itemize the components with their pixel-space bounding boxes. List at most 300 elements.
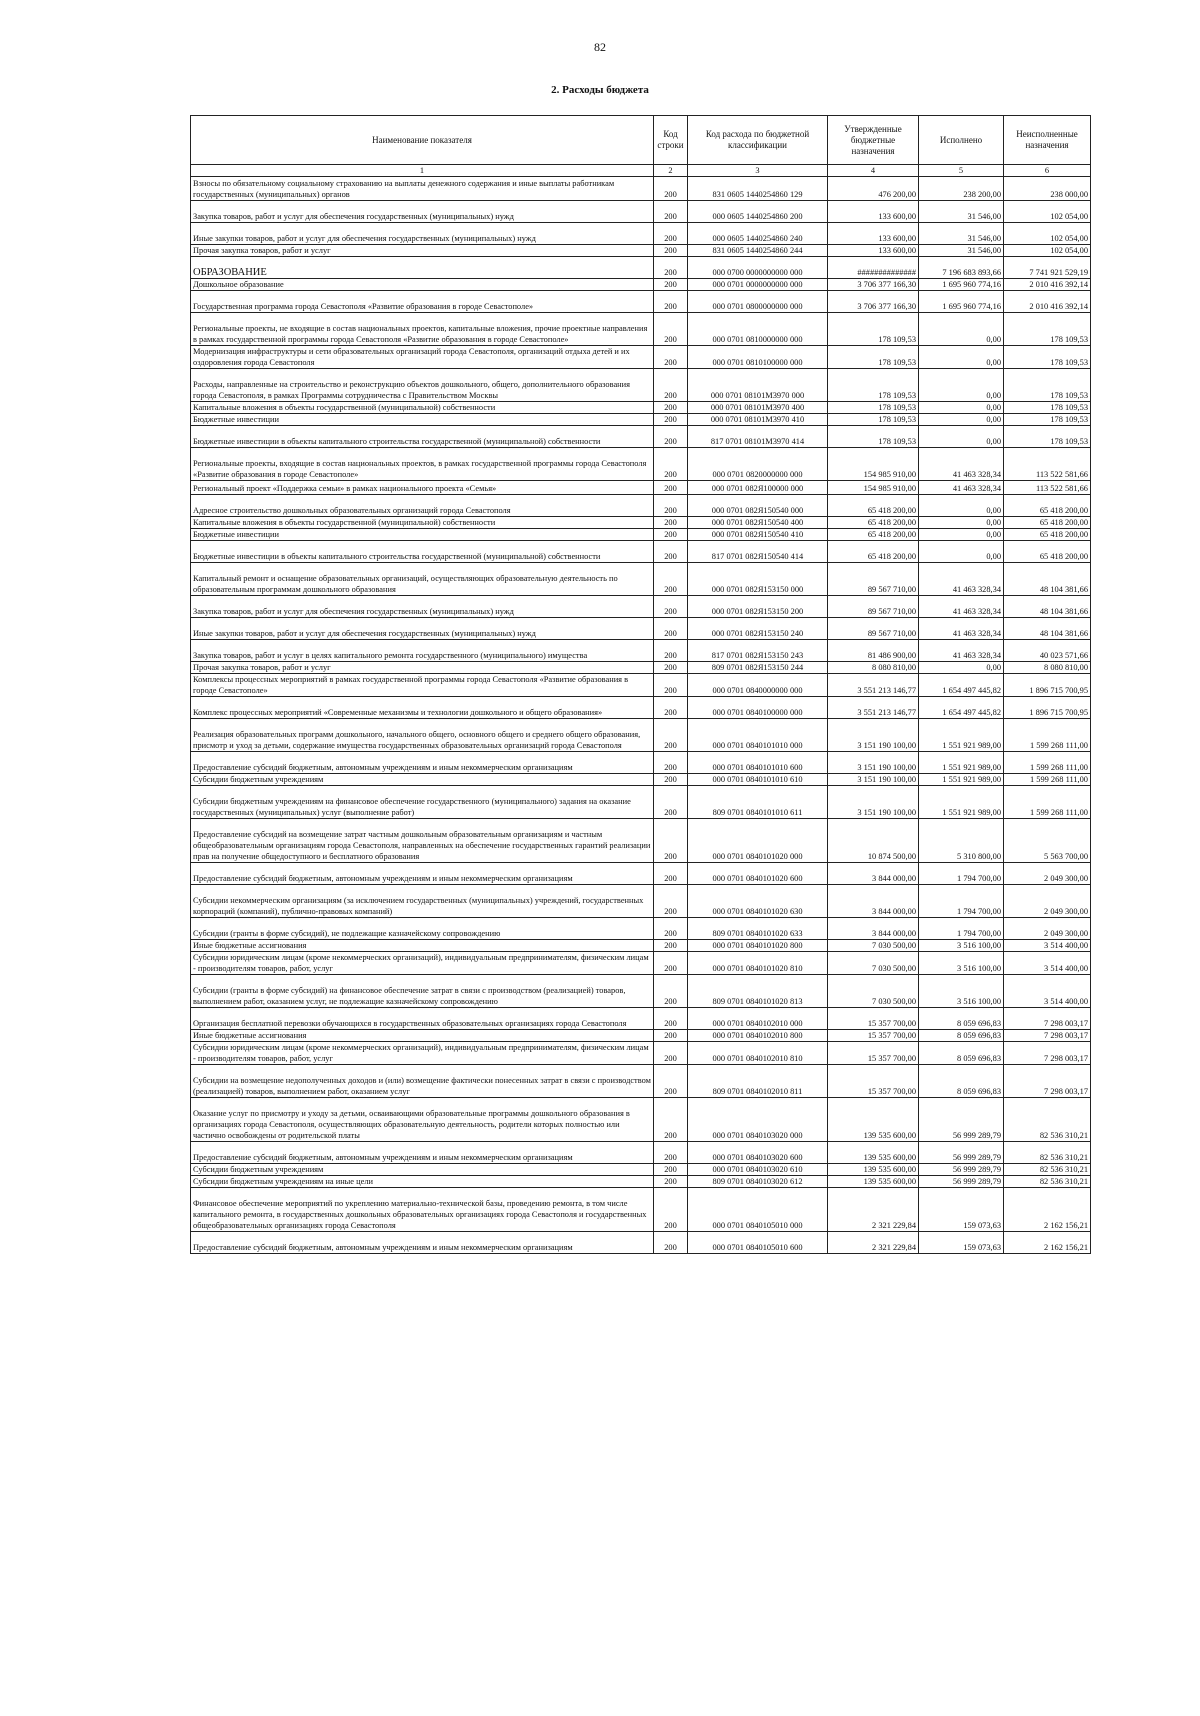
cell-unexecuted: 82 536 310,21 — [1004, 1164, 1091, 1176]
cell-approved: 89 567 710,00 — [828, 563, 919, 596]
table-row — [191, 975, 1091, 1008]
cell-unexecuted: 48 104 381,66 — [1004, 596, 1091, 618]
cell-unexecuted: 7 298 003,17 — [1004, 1065, 1091, 1098]
cell-line: 200 — [654, 495, 688, 517]
cell-executed: 1 794 700,00 — [919, 885, 1004, 918]
cell-unexecuted: 3 514 400,00 — [1004, 952, 1091, 975]
table-row — [191, 1176, 1091, 1188]
cell-name: Бюджетные инвестиции — [191, 529, 654, 541]
cell-name: Финансовое обеспечение мероприятий по укреплению материально-технической базы, проведению ремонта, в том числе капитального ремонта, в государственных дошкольных образовательных организациях города Севастополя и государственных общеобразовательных организациях города Севастополя — [191, 1188, 654, 1232]
cell-approved: 3 551 213 146,77 — [828, 697, 919, 719]
table-row — [191, 291, 1091, 313]
cell-executed: 3 516 100,00 — [919, 952, 1004, 975]
cell-executed: 0,00 — [919, 414, 1004, 426]
cell-approved: 65 418 200,00 — [828, 495, 919, 517]
cell-line: 200 — [654, 863, 688, 885]
cell-line: 200 — [654, 346, 688, 369]
cell-name: Субсидии на возмещение недополученных доходов и (или) возмещение фактически понесенных затрат в связи с производством (реализацией) товаров, выполнением работ, оказанием услуг — [191, 1065, 654, 1098]
cell-name: Комплекс процессных мероприятий «Современные механизмы и технологии дошкольного и общего образования» — [191, 697, 654, 719]
cell-unexecuted: 178 109,53 — [1004, 313, 1091, 346]
cell-unexecuted: 2 010 416 392,14 — [1004, 291, 1091, 313]
cell-approved: 3 844 000,00 — [828, 918, 919, 940]
cell-executed: 0,00 — [919, 313, 1004, 346]
cell-name: Иные бюджетные ассигнования — [191, 1030, 654, 1042]
cell-approved: 2 321 229,84 — [828, 1188, 919, 1232]
cell-executed: 159 073,63 — [919, 1232, 1004, 1254]
cell-code: 000 0701 0840102010 810 — [688, 1042, 828, 1065]
cell-code: 000 0701 082Я150540 410 — [688, 529, 828, 541]
cell-unexecuted: 1 599 268 111,00 — [1004, 786, 1091, 819]
cell-unexecuted: 2 049 300,00 — [1004, 863, 1091, 885]
cell-unexecuted: 2 162 156,21 — [1004, 1232, 1091, 1254]
cell-name: Комплексы процессных мероприятий в рамках государственной программы города Севастополя «Развитие образования в городе Севастополе» — [191, 674, 654, 697]
table-row — [191, 517, 1091, 529]
cell-name: Предоставление субсидий бюджетным, автономным учреждениям и иным некоммерческим организациям — [191, 1232, 654, 1254]
cell-code: 000 0701 0000000000 000 — [688, 279, 828, 291]
cell-line: 200 — [654, 426, 688, 448]
cell-line: 200 — [654, 662, 688, 674]
cell-unexecuted: 7 298 003,17 — [1004, 1008, 1091, 1030]
table-row — [191, 662, 1091, 674]
cell-executed: 1 551 921 989,00 — [919, 786, 1004, 819]
cell-executed: 1 654 497 445,82 — [919, 697, 1004, 719]
cell-code: 000 0701 0840101010 600 — [688, 752, 828, 774]
cell-approved: 3 844 000,00 — [828, 885, 919, 918]
cell-line: 200 — [654, 402, 688, 414]
cell-approved: 7 030 500,00 — [828, 952, 919, 975]
cell-approved: 7 030 500,00 — [828, 940, 919, 952]
cell-executed: 8 059 696,83 — [919, 1008, 1004, 1030]
cell-code: 000 0701 0840102010 800 — [688, 1030, 828, 1042]
cell-approved: 178 109,53 — [828, 402, 919, 414]
cell-approved: 15 357 700,00 — [828, 1008, 919, 1030]
cell-unexecuted: 1 599 268 111,00 — [1004, 774, 1091, 786]
header-indicator-name: Наименование показателя — [191, 116, 654, 165]
cell-name: Региональные проекты, не входящие в состав национальных проектов, капитальные вложения, прочие проектные направления в рамках государственной программы города Севастополя «Развитие образования в городе Севастополе» — [191, 313, 654, 346]
cell-name: Прочая закупка товаров, работ и услуг — [191, 245, 654, 257]
cell-code: 000 0701 0840101020 000 — [688, 819, 828, 863]
cell-unexecuted: 1 896 715 700,95 — [1004, 697, 1091, 719]
cell-unexecuted: 102 054,00 — [1004, 223, 1091, 245]
cell-approved: 3 151 190 100,00 — [828, 786, 919, 819]
cell-approved: 81 486 900,00 — [828, 640, 919, 662]
cell-name: Субсидии юридическим лицам (кроме некоммерческих организаций), индивидуальным предпринимателям, физическим лицам - производителям товаров, работ, услуг — [191, 1042, 654, 1065]
cell-name: Государственная программа города Севастополя «Развитие образования в городе Севастополе» — [191, 291, 654, 313]
cell-unexecuted: 2 010 416 392,14 — [1004, 279, 1091, 291]
cell-code: 000 0605 1440254860 200 — [688, 201, 828, 223]
cell-name: Расходы, направленные на строительство и реконструкцию объектов дошкольного, общего, дополнительного образования города Севастополя, в рамках Программы сотрудничества с Правительством Москвы — [191, 369, 654, 402]
cell-executed: 0,00 — [919, 346, 1004, 369]
table-row — [191, 201, 1091, 223]
column-number: 1 — [191, 165, 654, 177]
cell-line: 200 — [654, 1164, 688, 1176]
cell-executed: 41 463 328,34 — [919, 448, 1004, 481]
cell-executed: 0,00 — [919, 662, 1004, 674]
cell-approved: 3 151 190 100,00 — [828, 752, 919, 774]
cell-unexecuted: 7 298 003,17 — [1004, 1042, 1091, 1065]
table-row — [191, 426, 1091, 448]
header-unexecuted: Неисполненные назначения — [1004, 116, 1091, 165]
table-row — [191, 719, 1091, 752]
cell-approved: 65 418 200,00 — [828, 517, 919, 529]
cell-approved: 8 080 810,00 — [828, 662, 919, 674]
cell-line: 200 — [654, 529, 688, 541]
cell-unexecuted: 178 109,53 — [1004, 402, 1091, 414]
page-number: 82 — [594, 40, 606, 54]
table-row — [191, 774, 1091, 786]
column-number: 5 — [919, 165, 1004, 177]
cell-approved: 133 600,00 — [828, 245, 919, 257]
cell-line: 200 — [654, 885, 688, 918]
cell-executed: 3 516 100,00 — [919, 975, 1004, 1008]
cell-executed: 56 999 289,79 — [919, 1164, 1004, 1176]
cell-name: Региональные проекты, входящие в состав национальных проектов, в рамках государственной программы города Севастополя «Развитие образования в городе Севастополе» — [191, 448, 654, 481]
cell-name: Предоставление субсидий бюджетным, автономным учреждениям и иным некоммерческим организациям — [191, 1142, 654, 1164]
cell-name: Предоставление субсидий бюджетным, автономным учреждениям и иным некоммерческим организациям — [191, 863, 654, 885]
cell-name: Бюджетные инвестиции в объекты капитального строительства государственной (муниципальной) собственности — [191, 426, 654, 448]
cell-code: 000 0700 0000000000 000 — [688, 257, 828, 279]
cell-code: 000 0701 0840100000 000 — [688, 697, 828, 719]
table-row — [191, 918, 1091, 940]
cell-name: Субсидии бюджетным учреждениям на иные цели — [191, 1176, 654, 1188]
cell-line: 200 — [654, 563, 688, 596]
cell-approved: 15 357 700,00 — [828, 1042, 919, 1065]
cell-executed: 238 200,00 — [919, 177, 1004, 201]
cell-approved: 65 418 200,00 — [828, 541, 919, 563]
cell-executed: 0,00 — [919, 529, 1004, 541]
cell-executed: 0,00 — [919, 517, 1004, 529]
cell-name: Субсидии бюджетным учреждениям на финансовое обеспечение государственного (муниципального) задания на оказание государственных (муниципальных) услуг (выполнение работ) — [191, 786, 654, 819]
cell-unexecuted: 113 522 581,66 — [1004, 448, 1091, 481]
cell-approved: 139 535 600,00 — [828, 1176, 919, 1188]
cell-unexecuted: 3 514 400,00 — [1004, 940, 1091, 952]
table-row — [191, 402, 1091, 414]
cell-executed: 0,00 — [919, 402, 1004, 414]
cell-code: 000 0701 08101M3970 000 — [688, 369, 828, 402]
column-number: 6 — [1004, 165, 1091, 177]
cell-approved: 3 844 000,00 — [828, 863, 919, 885]
cell-line: 200 — [654, 774, 688, 786]
cell-line: 200 — [654, 674, 688, 697]
cell-line: 200 — [654, 245, 688, 257]
cell-code: 000 0701 0840101010 000 — [688, 719, 828, 752]
cell-name: Бюджетные инвестиции — [191, 414, 654, 426]
cell-unexecuted: 48 104 381,66 — [1004, 563, 1091, 596]
column-number: 2 — [654, 165, 688, 177]
table-row — [191, 952, 1091, 975]
cell-name: Закупка товаров, работ и услуг для обеспечения государственных (муниципальных) нужд — [191, 201, 654, 223]
cell-unexecuted: 1 599 268 111,00 — [1004, 752, 1091, 774]
section-title: 2. Расходы бюджета — [551, 84, 649, 96]
cell-name: Капитальные вложения в объекты государственной (муниципальной) собственности — [191, 517, 654, 529]
cell-executed: 41 463 328,34 — [919, 618, 1004, 640]
cell-approved: 133 600,00 — [828, 201, 919, 223]
cell-executed: 159 073,63 — [919, 1188, 1004, 1232]
table-row — [191, 1098, 1091, 1142]
cell-code: 000 0701 082Я150540 400 — [688, 517, 828, 529]
cell-approved: 89 567 710,00 — [828, 618, 919, 640]
cell-line: 200 — [654, 541, 688, 563]
cell-code: 000 0701 082Я153150 200 — [688, 596, 828, 618]
cell-code: 809 0701 0840101020 633 — [688, 918, 828, 940]
cell-code: 000 0701 0840102010 000 — [688, 1008, 828, 1030]
cell-code: 000 0701 082Я150540 000 — [688, 495, 828, 517]
cell-code: 000 0701 0840101020 800 — [688, 940, 828, 952]
cell-name: Модернизация инфраструктуры и сети образовательных организаций города Севастополя, организаций отдыха детей и их оздоровления города Севастополя — [191, 346, 654, 369]
cell-name: Организация бесплатной перевозки обучающихся в государственных образовательных организациях города Севастополя — [191, 1008, 654, 1030]
cell-name: Взносы по обязательному социальному страхованию на выплаты денежного содержания и иные выплаты работникам государственных (муниципальных) органов — [191, 177, 654, 201]
cell-line: 200 — [654, 1188, 688, 1232]
cell-line: 200 — [654, 1098, 688, 1142]
cell-executed: 8 059 696,83 — [919, 1030, 1004, 1042]
table-row — [191, 752, 1091, 774]
cell-line: 200 — [654, 369, 688, 402]
cell-approved: 3 551 213 146,77 — [828, 674, 919, 697]
cell-approved: 133 600,00 — [828, 223, 919, 245]
cell-approved: 178 109,53 — [828, 369, 919, 402]
cell-code: 000 0701 0840000000 000 — [688, 674, 828, 697]
cell-executed: 31 546,00 — [919, 201, 1004, 223]
cell-code: 000 0701 0840101020 600 — [688, 863, 828, 885]
cell-name: Дошкольное образование — [191, 279, 654, 291]
table-row — [191, 618, 1091, 640]
cell-code: 817 0701 082Я153150 243 — [688, 640, 828, 662]
cell-code: 000 0701 0840105010 600 — [688, 1232, 828, 1254]
cell-executed: 1 551 921 989,00 — [919, 719, 1004, 752]
cell-code: 000 0701 0840101020 810 — [688, 952, 828, 975]
cell-code: 000 0701 0840103020 600 — [688, 1142, 828, 1164]
cell-approved: 178 109,53 — [828, 426, 919, 448]
cell-code: 000 0701 082Я153150 000 — [688, 563, 828, 596]
table-row — [191, 1008, 1091, 1030]
cell-name: Предоставление субсидий на возмещение затрат частным дошкольным образовательным организациям и частным общеобразовательным организациям города Севастополя, направленных на обеспечение государственных гарантий реализации прав на получение общедоступного и бесплатного образования — [191, 819, 654, 863]
cell-executed: 0,00 — [919, 369, 1004, 402]
cell-name: Капитальный ремонт и оснащение образовательных организаций, осуществляющих образовательную деятельность по образовательным программам дошкольного образования — [191, 563, 654, 596]
cell-line: 200 — [654, 414, 688, 426]
cell-code: 000 0701 082Я153150 240 — [688, 618, 828, 640]
table-row — [191, 1232, 1091, 1254]
table-body — [191, 177, 1091, 1254]
cell-line: 200 — [654, 177, 688, 201]
cell-code: 000 0701 0810100000 000 — [688, 346, 828, 369]
cell-unexecuted: 65 418 200,00 — [1004, 517, 1091, 529]
cell-approved: 3 151 190 100,00 — [828, 719, 919, 752]
header-approved: Утвержденные бюджетные назначения — [828, 116, 919, 165]
cell-executed: 1 695 960 774,16 — [919, 291, 1004, 313]
cell-line: 200 — [654, 1176, 688, 1188]
cell-line: 200 — [654, 952, 688, 975]
cell-unexecuted: 7 741 921 529,19 — [1004, 257, 1091, 279]
column-numbers-row — [191, 165, 1091, 177]
table-row — [191, 1188, 1091, 1232]
cell-unexecuted: 65 418 200,00 — [1004, 495, 1091, 517]
header-executed: Исполнено — [919, 116, 1004, 165]
cell-line: 200 — [654, 1042, 688, 1065]
cell-line: 200 — [654, 1008, 688, 1030]
cell-line: 200 — [654, 517, 688, 529]
cell-code: 000 0701 0800000000 000 — [688, 291, 828, 313]
cell-unexecuted: 82 536 310,21 — [1004, 1142, 1091, 1164]
table-row — [191, 596, 1091, 618]
cell-line: 200 — [654, 1065, 688, 1098]
table-row — [191, 495, 1091, 517]
cell-approved: 139 535 600,00 — [828, 1098, 919, 1142]
cell-executed: 31 546,00 — [919, 223, 1004, 245]
table-header-row — [191, 116, 1091, 165]
cell-unexecuted: 1 896 715 700,95 — [1004, 674, 1091, 697]
table-row — [191, 1142, 1091, 1164]
cell-unexecuted: 102 054,00 — [1004, 245, 1091, 257]
cell-code: 000 0605 1440254860 240 — [688, 223, 828, 245]
cell-unexecuted: 7 298 003,17 — [1004, 1030, 1091, 1042]
cell-executed: 56 999 289,79 — [919, 1142, 1004, 1164]
cell-name: ОБРАЗОВАНИЕ — [191, 257, 654, 279]
cell-unexecuted: 238 000,00 — [1004, 177, 1091, 201]
cell-line: 200 — [654, 313, 688, 346]
cell-code: 000 0701 0840105010 000 — [688, 1188, 828, 1232]
cell-name: Субсидии юридическим лицам (кроме некоммерческих организаций), индивидуальным предпринимателям, физическим лицам - производителям товаров, работ, услуг — [191, 952, 654, 975]
cell-line: 200 — [654, 975, 688, 1008]
cell-name: Реализация образовательных программ дошкольного, начального общего, основного общего и среднего общего образования, присмотр и уход за детьми, содержание имущества государственных образовательных организаций города Севастополя — [191, 719, 654, 752]
cell-line: 200 — [654, 279, 688, 291]
table-row — [191, 541, 1091, 563]
table-row — [191, 940, 1091, 952]
cell-name: Закупка товаров, работ и услуг для обеспечения государственных (муниципальных) нужд — [191, 596, 654, 618]
cell-code: 000 0701 0840101020 630 — [688, 885, 828, 918]
cell-unexecuted: 5 563 700,00 — [1004, 819, 1091, 863]
cell-line: 200 — [654, 640, 688, 662]
cell-name: Бюджетные инвестиции в объекты капитального строительства государственной (муниципальной) собственности — [191, 541, 654, 563]
cell-name: Субсидии (гранты в форме субсидий), не подлежащие казначейскому сопровождению — [191, 918, 654, 940]
cell-name: Адресное строительство дошкольных образовательных организаций города Севастополя — [191, 495, 654, 517]
cell-approved: 15 357 700,00 — [828, 1030, 919, 1042]
table-row — [191, 1164, 1091, 1176]
cell-code: 809 0701 0840101010 611 — [688, 786, 828, 819]
cell-unexecuted: 2 162 156,21 — [1004, 1188, 1091, 1232]
cell-line: 200 — [654, 257, 688, 279]
cell-approved: 178 109,53 — [828, 414, 919, 426]
cell-executed: 56 999 289,79 — [919, 1176, 1004, 1188]
cell-line: 200 — [654, 596, 688, 618]
cell-executed: 56 999 289,79 — [919, 1098, 1004, 1142]
cell-unexecuted: 2 049 300,00 — [1004, 918, 1091, 940]
cell-unexecuted: 8 080 810,00 — [1004, 662, 1091, 674]
cell-unexecuted: 113 522 581,66 — [1004, 481, 1091, 495]
cell-line: 200 — [654, 448, 688, 481]
cell-executed: 41 463 328,34 — [919, 640, 1004, 662]
cell-unexecuted: 1 599 268 111,00 — [1004, 719, 1091, 752]
cell-executed: 7 196 683 893,66 — [919, 257, 1004, 279]
cell-approved: 3 706 377 166,30 — [828, 279, 919, 291]
cell-unexecuted: 40 023 571,66 — [1004, 640, 1091, 662]
table-row — [191, 481, 1091, 495]
cell-line: 200 — [654, 918, 688, 940]
cell-code: 817 0701 082Я150540 414 — [688, 541, 828, 563]
cell-name: Субсидии бюджетным учреждениям — [191, 1164, 654, 1176]
table-row — [191, 369, 1091, 402]
cell-unexecuted: 65 418 200,00 — [1004, 541, 1091, 563]
cell-executed: 1 695 960 774,16 — [919, 279, 1004, 291]
cell-code: 809 0701 082Я153150 244 — [688, 662, 828, 674]
cell-approved: 3 151 190 100,00 — [828, 774, 919, 786]
cell-name: Капитальные вложения в объекты государственной (муниципальной) собственности — [191, 402, 654, 414]
cell-executed: 3 516 100,00 — [919, 940, 1004, 952]
cell-approved: 178 109,53 — [828, 313, 919, 346]
table-row — [191, 786, 1091, 819]
cell-code: 000 0701 08101M3970 410 — [688, 414, 828, 426]
cell-code: 000 0701 0840101010 610 — [688, 774, 828, 786]
cell-line: 200 — [654, 223, 688, 245]
column-number: 3 — [688, 165, 828, 177]
cell-line: 200 — [654, 819, 688, 863]
cell-line: 200 — [654, 697, 688, 719]
cell-approved: 154 985 910,00 — [828, 481, 919, 495]
cell-executed: 41 463 328,34 — [919, 481, 1004, 495]
table-row — [191, 346, 1091, 369]
table-row — [191, 448, 1091, 481]
cell-code: 831 0605 1440254860 129 — [688, 177, 828, 201]
table-row — [191, 863, 1091, 885]
cell-code: 809 0701 0840102010 811 — [688, 1065, 828, 1098]
cell-line: 200 — [654, 719, 688, 752]
cell-code: 000 0701 08101M3970 400 — [688, 402, 828, 414]
cell-name: Региональный проект «Поддержка семьи» в рамках национального проекта «Семья» — [191, 481, 654, 495]
cell-approved: 3 706 377 166,30 — [828, 291, 919, 313]
header-expense-code: Код расхода по бюджетной классификации — [688, 116, 828, 165]
cell-line: 200 — [654, 201, 688, 223]
table-row — [191, 885, 1091, 918]
column-number: 4 — [828, 165, 919, 177]
cell-executed: 41 463 328,34 — [919, 563, 1004, 596]
cell-code: 000 0701 082Я100000 000 — [688, 481, 828, 495]
cell-line: 200 — [654, 291, 688, 313]
cell-line: 200 — [654, 1232, 688, 1254]
cell-unexecuted: 82 536 310,21 — [1004, 1176, 1091, 1188]
cell-executed: 1 551 921 989,00 — [919, 752, 1004, 774]
cell-name: Прочая закупка товаров, работ и услуг — [191, 662, 654, 674]
cell-name: Субсидии некоммерческим организациям (за исключением государственных (муниципальных) учреждений, государственных корпораций (компаний), публично-правовых компаний) — [191, 885, 654, 918]
cell-unexecuted: 82 536 310,21 — [1004, 1098, 1091, 1142]
cell-line: 200 — [654, 940, 688, 952]
cell-unexecuted: 178 109,53 — [1004, 426, 1091, 448]
cell-approved: 476 200,00 — [828, 177, 919, 201]
cell-executed: 0,00 — [919, 426, 1004, 448]
cell-executed: 0,00 — [919, 495, 1004, 517]
cell-approved: 7 030 500,00 — [828, 975, 919, 1008]
cell-unexecuted: 65 418 200,00 — [1004, 529, 1091, 541]
table-row — [191, 819, 1091, 863]
cell-name: Оказание услуг по присмотру и уходу за детьми, осваивающими образовательные программы дошкольного образования в организациях города Севастополя, осуществляющих образовательную деятельность, родители которых полностью или частично освобождены от родительской платы — [191, 1098, 654, 1142]
cell-approved: ############## — [828, 257, 919, 279]
cell-executed: 1 654 497 445,82 — [919, 674, 1004, 697]
cell-code: 809 0701 0840103020 612 — [688, 1176, 828, 1188]
cell-name: Иные бюджетные ассигнования — [191, 940, 654, 952]
cell-unexecuted: 102 054,00 — [1004, 201, 1091, 223]
cell-name: Иные закупки товаров, работ и услуг для обеспечения государственных (муниципальных) нужд — [191, 618, 654, 640]
cell-line: 200 — [654, 752, 688, 774]
cell-code: 817 0701 08101M3970 414 — [688, 426, 828, 448]
cell-approved: 89 567 710,00 — [828, 596, 919, 618]
cell-name: Субсидии бюджетным учреждениям — [191, 774, 654, 786]
table-row — [191, 697, 1091, 719]
cell-approved: 2 321 229,84 — [828, 1232, 919, 1254]
table-row — [191, 313, 1091, 346]
cell-code: 000 0701 0840103020 610 — [688, 1164, 828, 1176]
cell-approved: 178 109,53 — [828, 346, 919, 369]
table-row — [191, 177, 1091, 201]
budget-expenses-table — [190, 115, 1091, 1254]
cell-executed: 1 794 700,00 — [919, 918, 1004, 940]
